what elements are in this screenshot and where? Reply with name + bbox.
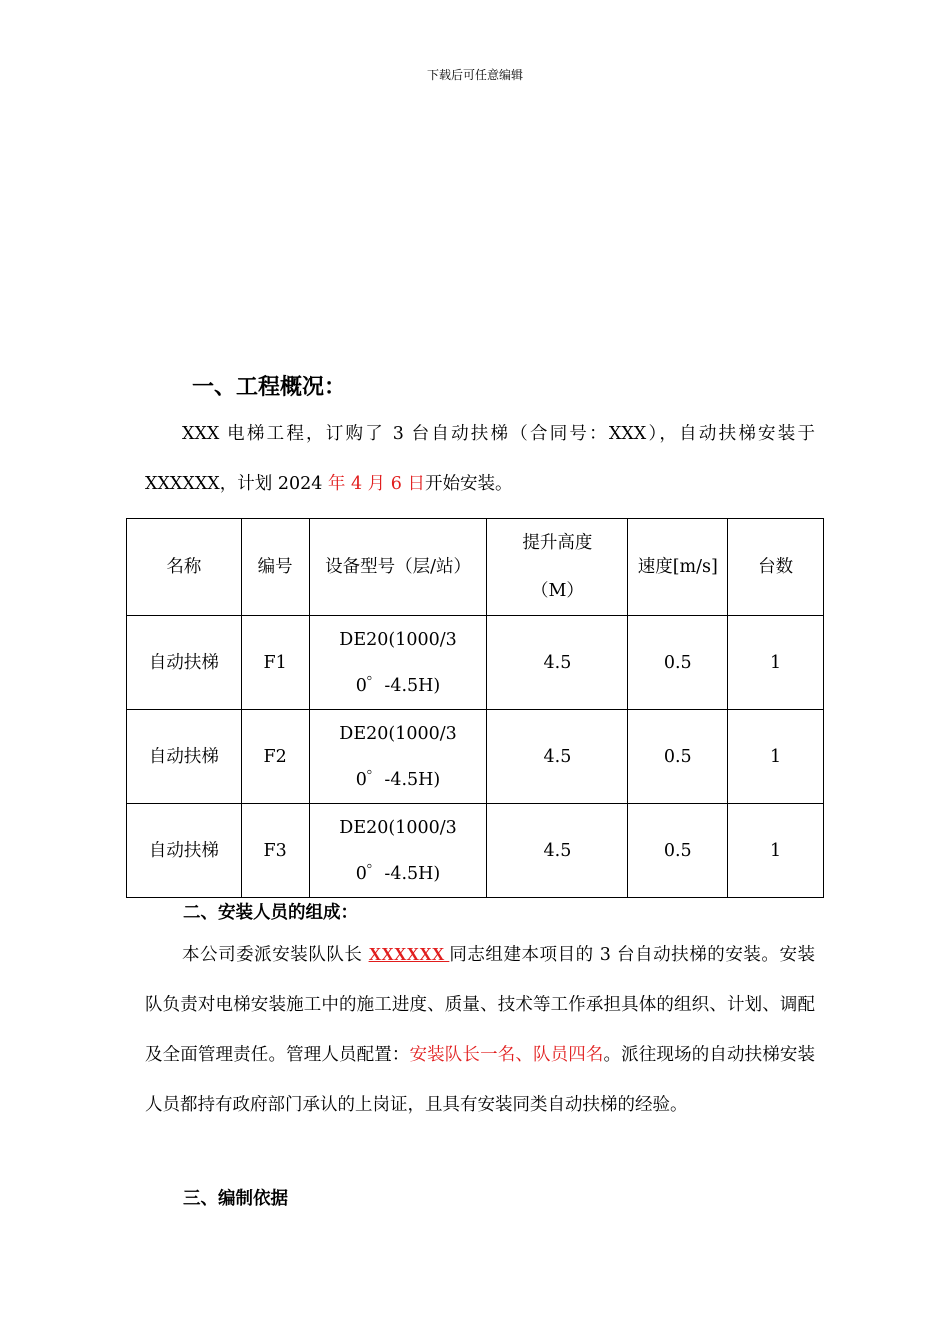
section-1-title: 一、工程概况： xyxy=(192,375,347,400)
cell-number: F2 xyxy=(241,710,309,804)
header-lift-height: 提升高度（M） xyxy=(487,519,628,616)
table-row xyxy=(127,616,824,710)
cell-model: DE20(1000/30゜-4.5H) xyxy=(309,710,487,804)
overview-text-end: 开始安装。 xyxy=(424,474,513,494)
header-speed: 速度[m/s] xyxy=(628,519,728,616)
equipment-table xyxy=(126,518,824,898)
cell-count: 1 xyxy=(728,710,824,804)
staffing-config: 安装队长一名、队员四名 xyxy=(409,1045,604,1065)
start-date: 年 4 月 6 日 xyxy=(327,474,425,494)
section-2-title: 二、安装人员的组成： xyxy=(183,903,358,923)
cell-name: 自动扶梯 xyxy=(127,804,242,898)
project-overview-paragraph xyxy=(145,409,815,509)
cell-lift-height: 4.5 xyxy=(487,710,628,804)
header-model: 设备型号（层/站） xyxy=(309,519,487,616)
team-leader-name: XXXXXX xyxy=(368,944,450,964)
cell-count: 1 xyxy=(728,616,824,710)
staff-text: 本公司委派安装队队长 xyxy=(182,945,369,965)
cell-count: 1 xyxy=(728,804,824,898)
page-header: 下载后可任意编辑 xyxy=(426,68,523,82)
cell-number: F1 xyxy=(241,616,309,710)
staff-paragraph xyxy=(145,929,815,1130)
table-row xyxy=(127,710,824,804)
cell-number: F3 xyxy=(241,804,309,898)
staff-text-end: 。派往现场的自动扶梯安装人员都持有政府部门承认的上岗证，且具有安装同类自动扶梯的经验。 xyxy=(145,1045,816,1115)
cell-name: 自动扶梯 xyxy=(127,616,242,710)
cell-speed: 0.5 xyxy=(628,616,728,710)
header-name: 名称 xyxy=(127,519,242,616)
cell-model: DE20(1000/30゜-4.5H) xyxy=(309,804,487,898)
overview-text: XXX 电梯工程，订购了 3 台自动扶梯（合同号：XXX），自动扶梯安装于 XXXXXX，计划 2024 xyxy=(145,424,815,494)
table-header-row xyxy=(127,519,824,616)
cell-name: 自动扶梯 xyxy=(127,710,242,804)
cell-speed: 0.5 xyxy=(628,804,728,898)
cell-lift-height: 4.5 xyxy=(487,804,628,898)
staff-text-mid: 同志组建本项目的 3 台自动扶梯的安装。安装队负责对电梯安装施工中的施工进度、质量、技术等工作承担具体的组织、计划、调配及全面管理责任。管理人员配置： xyxy=(145,945,816,1065)
cell-model: DE20(1000/30゜-4.5H) xyxy=(309,616,487,710)
header-number: 编号 xyxy=(241,519,309,616)
cell-lift-height: 4.5 xyxy=(487,616,628,710)
cell-speed: 0.5 xyxy=(628,710,728,804)
header-count: 台数 xyxy=(728,519,824,616)
section-3-title: 三、编制依据 xyxy=(183,1189,288,1209)
table-row xyxy=(127,804,824,898)
